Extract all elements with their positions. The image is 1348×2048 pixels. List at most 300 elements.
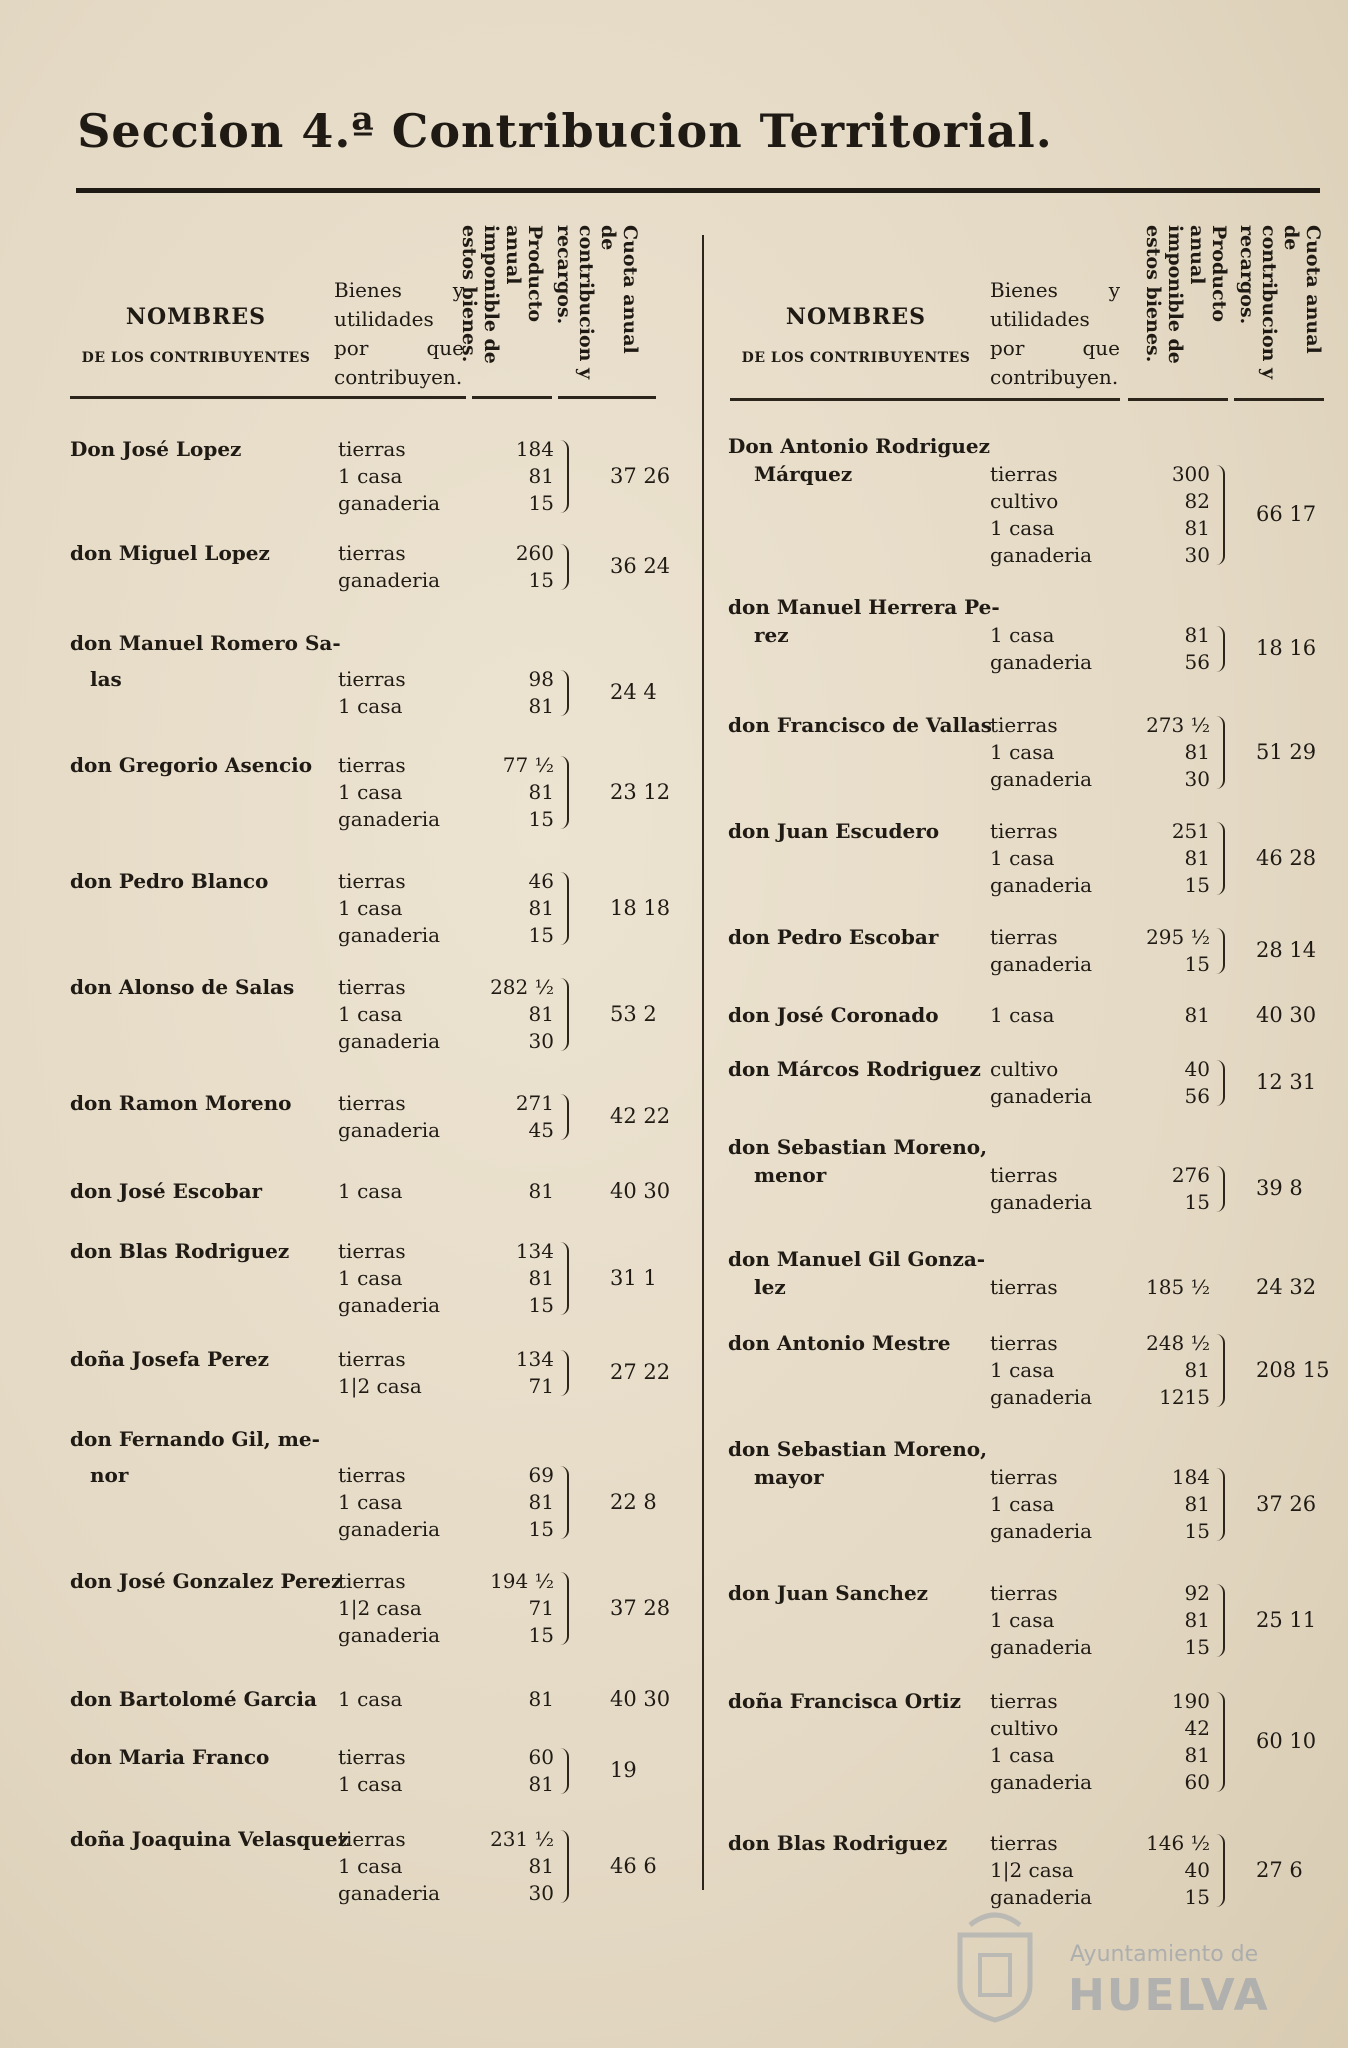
property-type: 1 casa — [338, 1179, 403, 1203]
property-item — [990, 1162, 1220, 1189]
property-amount: 60 — [1184, 1770, 1210, 1794]
property-items — [338, 974, 564, 1055]
contributor-name: don Juan Sanchez — [728, 1581, 929, 1605]
property-items — [338, 868, 564, 949]
property-amount: 271 — [515, 1091, 554, 1115]
property-amount: 30 — [528, 1029, 554, 1053]
property-items — [990, 1580, 1220, 1661]
property-amount: 81 — [528, 1179, 554, 1203]
property-type: 1 casa — [338, 1266, 403, 1290]
contributor-name: doña Josefa Perez — [70, 1347, 269, 1371]
property-amount: 134 — [515, 1347, 554, 1371]
property-item — [990, 649, 1220, 676]
cuota-value: 46 6 — [610, 1853, 657, 1878]
property-type: 1 casa — [338, 1854, 403, 1878]
property-item — [990, 1464, 1220, 1491]
contributor-name: don Blas Rodriguez — [70, 1239, 290, 1263]
property-item — [990, 1634, 1220, 1661]
property-amount: 15 — [528, 1517, 554, 1541]
property-type: ganaderia — [990, 873, 1093, 897]
property-item — [990, 872, 1220, 899]
property-type: tierras — [338, 1569, 406, 1593]
property-amount: 260 — [515, 541, 554, 565]
property-type: 1 casa — [338, 780, 403, 804]
contributor-name: don José Escobar — [70, 1179, 263, 1203]
property-amount: 231 ½ — [490, 1827, 554, 1851]
cuota-value: 208 15 — [1256, 1357, 1330, 1382]
property-item — [338, 868, 564, 895]
header-producto: Producto anual imponible de estos bienes. — [1142, 225, 1230, 364]
property-item — [990, 488, 1220, 515]
property-amount: 81 — [528, 780, 554, 804]
brace-mark — [1214, 626, 1225, 672]
property-item — [990, 1607, 1220, 1634]
property-type: tierras — [990, 462, 1058, 486]
property-amount: 81 — [1184, 1003, 1210, 1027]
brace-mark — [558, 756, 569, 829]
property-amount: 56 — [1184, 1084, 1210, 1108]
property-item — [338, 1516, 564, 1543]
property-items — [338, 752, 564, 833]
property-amount: 15 — [528, 1293, 554, 1317]
property-item — [338, 436, 564, 463]
property-type: tierras — [990, 713, 1058, 737]
property-item — [990, 1830, 1220, 1857]
contributor-entry — [728, 1002, 1328, 1029]
property-item — [338, 567, 564, 594]
cuota-value: 18 18 — [610, 895, 671, 920]
contributor-name-cont: las — [90, 667, 122, 691]
contributor-name: don Pedro Escobar — [728, 925, 939, 949]
property-item — [338, 1178, 564, 1205]
contributor-name: don Manuel Gil Gonza- — [728, 1247, 986, 1271]
contributor-entry — [728, 1688, 1328, 1796]
property-items — [338, 1238, 564, 1319]
property-item — [990, 739, 1220, 766]
property-type: ganaderia — [990, 543, 1093, 567]
contributor-name: doña Joaquina Velasquez — [70, 1827, 349, 1851]
header-rule — [730, 398, 1120, 401]
contributor-name: don Sebastian Moreno, — [728, 1135, 988, 1159]
property-items — [338, 1462, 564, 1543]
contributor-name: don Manuel Romero Sa- — [70, 631, 341, 655]
property-type: tierras — [338, 1347, 406, 1371]
property-item — [338, 806, 564, 833]
property-type: ganaderia — [990, 1635, 1093, 1659]
brace-mark — [1214, 1468, 1225, 1541]
property-item — [990, 1002, 1220, 1029]
property-amount: 81 — [528, 896, 554, 920]
property-type: ganaderia — [338, 923, 441, 947]
property-type: 1|2 casa — [990, 1858, 1074, 1882]
property-items — [990, 461, 1220, 569]
property-item — [990, 1189, 1220, 1216]
property-item — [990, 1330, 1220, 1357]
property-type: cultivo — [990, 1716, 1059, 1740]
contributor-entry — [70, 752, 690, 833]
property-amount: 60 — [528, 1745, 554, 1769]
property-amount: 71 — [528, 1374, 554, 1398]
header-bienes: Bienes y utilidades por que contribuyen. — [334, 278, 464, 389]
property-item — [338, 1853, 564, 1880]
contributor-name: don José Coronado — [728, 1003, 939, 1027]
property-type: 1 casa — [990, 623, 1055, 647]
property-type: ganaderia — [990, 767, 1093, 791]
contributor-name: don Sebastian Moreno, — [728, 1437, 988, 1461]
header-bienes: Bienes y utilidades por que contribuyen. — [990, 278, 1120, 389]
property-item — [338, 1117, 564, 1144]
property-type: 1 casa — [338, 1490, 403, 1514]
cuota-value: 22 8 — [610, 1489, 657, 1514]
property-item — [338, 1001, 564, 1028]
contributor-name-cont: rez — [754, 623, 789, 647]
property-item — [990, 1715, 1220, 1742]
property-amount: 194 ½ — [490, 1569, 554, 1593]
property-amount: 295 ½ — [1146, 925, 1210, 949]
property-item — [990, 1769, 1220, 1796]
cuota-value: 66 17 — [1256, 502, 1317, 526]
property-item — [338, 1238, 564, 1265]
brace-mark — [558, 1572, 569, 1645]
property-item — [338, 1771, 564, 1798]
cuota-value: 37 28 — [610, 1595, 671, 1620]
property-item — [338, 1292, 564, 1319]
contributor-entry — [70, 1744, 690, 1798]
contributor-name: don Manuel Herrera Pe- — [728, 595, 1000, 619]
brace-mark — [558, 544, 569, 590]
property-type: tierras — [990, 925, 1058, 949]
property-amount: 15 — [528, 491, 554, 515]
header-contribuyentes-label: DE LOS CONTRIBUYENTES — [741, 350, 971, 366]
property-item — [990, 1742, 1220, 1769]
property-item — [338, 1880, 564, 1907]
property-items — [338, 1178, 564, 1205]
property-type: 1 casa — [990, 1608, 1055, 1632]
property-items — [990, 1056, 1220, 1110]
property-item — [338, 666, 564, 693]
contributor-entry — [728, 712, 1328, 793]
cuota-value: 19 — [610, 1758, 637, 1782]
property-items — [990, 1830, 1220, 1911]
property-type: 1 casa — [338, 694, 403, 718]
property-item — [990, 1274, 1220, 1301]
property-items — [990, 924, 1220, 978]
property-amount: 15 — [1184, 1635, 1210, 1659]
property-type: tierras — [338, 437, 406, 461]
header-nombres-label: NOMBRES — [785, 304, 927, 330]
cuota-value: 42 22 — [610, 1104, 671, 1128]
contributor-entry — [70, 436, 690, 517]
cuota-value: 24 4 — [610, 680, 657, 704]
header-rule — [558, 396, 656, 399]
property-amount: 134 — [515, 1239, 554, 1263]
header-nombres — [66, 220, 326, 366]
property-amount: 81 — [528, 694, 554, 718]
brace-mark — [558, 978, 569, 1051]
property-amount: 81 — [1184, 1358, 1210, 1382]
contributor-entry — [70, 1426, 690, 1543]
contributor-entry — [70, 630, 690, 720]
property-item — [338, 1090, 564, 1117]
property-item — [990, 1580, 1220, 1607]
watermark-line2: HUELVA — [1068, 1970, 1270, 2021]
property-item — [990, 1384, 1220, 1411]
property-item — [338, 540, 564, 567]
property-items — [338, 1826, 564, 1907]
property-type: 1 casa — [990, 516, 1055, 540]
property-item — [338, 1346, 564, 1373]
property-type: ganaderia — [990, 1084, 1093, 1108]
property-item — [990, 622, 1220, 649]
page-title: Seccion 4.ª Contribucion Territorial. — [77, 104, 1053, 158]
property-type: 1 casa — [990, 846, 1055, 870]
property-amount: 98 — [528, 667, 554, 691]
contributor-entry — [70, 1346, 690, 1400]
property-items — [338, 1346, 564, 1400]
brace-mark — [1214, 928, 1225, 974]
contributor-entry — [70, 540, 690, 594]
contributor-name: don Juan Escudero — [728, 819, 940, 843]
brace-mark — [1214, 1692, 1225, 1792]
property-items — [338, 436, 564, 517]
property-items — [990, 1002, 1220, 1029]
contributor-entry — [70, 1090, 690, 1144]
brace-mark — [1214, 1060, 1225, 1106]
property-amount: 40 — [1184, 1057, 1210, 1081]
property-type: 1 casa — [338, 1002, 403, 1026]
property-items — [990, 712, 1220, 793]
property-type: 1 casa — [990, 1003, 1055, 1027]
property-amount: 81 — [1184, 1608, 1210, 1632]
property-type: ganaderia — [338, 1623, 441, 1647]
cuota-value: 25 11 — [1256, 1607, 1317, 1632]
header-rule — [1128, 398, 1228, 401]
contributor-name: don Gregorio Asencio — [70, 753, 313, 777]
property-item — [338, 1028, 564, 1055]
property-type: tierras — [338, 975, 406, 999]
contributor-entry — [728, 1056, 1328, 1110]
property-amount: 248 ½ — [1146, 1331, 1210, 1355]
property-item — [990, 951, 1220, 978]
property-items — [990, 1274, 1220, 1301]
property-type: tierras — [338, 1827, 406, 1851]
contributor-name: don Maria Franco — [70, 1745, 270, 1769]
property-type: tierras — [990, 1581, 1058, 1605]
property-items — [338, 1686, 564, 1713]
property-type: tierras — [338, 1091, 406, 1115]
property-items — [338, 1744, 564, 1798]
contributor-name-cont: nor — [90, 1463, 129, 1487]
property-item — [990, 515, 1220, 542]
property-item — [990, 1357, 1220, 1384]
brace-mark — [1214, 1584, 1225, 1657]
property-type: ganaderia — [338, 1118, 441, 1142]
contributor-name-cont: Márquez — [754, 462, 853, 486]
property-type: 1 casa — [338, 1687, 403, 1711]
property-amount: 300 — [1171, 462, 1210, 486]
property-type: tierras — [338, 541, 406, 565]
property-type: 1|2 casa — [338, 1596, 422, 1620]
property-type: ganaderia — [990, 1519, 1093, 1543]
cuota-value: 60 10 — [1256, 1729, 1317, 1753]
right-column-header — [726, 220, 1326, 410]
property-amount: 15 — [1184, 952, 1210, 976]
property-amount: 276 — [1171, 1163, 1210, 1187]
property-item — [990, 1688, 1220, 1715]
brace-mark — [558, 670, 569, 716]
property-amount: 69 — [528, 1463, 554, 1487]
contributor-name-cont: menor — [754, 1163, 827, 1187]
property-type: 1 casa — [990, 1358, 1055, 1382]
property-type: tierras — [338, 1463, 406, 1487]
property-amount: 81 — [1184, 1492, 1210, 1516]
property-items — [990, 1162, 1220, 1216]
brace-mark — [558, 1748, 569, 1794]
contributor-entry — [70, 868, 690, 949]
property-type: ganaderia — [990, 650, 1093, 674]
contributor-name: don Antonio Mestre — [728, 1331, 951, 1355]
property-item — [990, 1056, 1220, 1083]
property-type: tierras — [338, 1745, 406, 1769]
contributor-entry — [728, 433, 1328, 569]
property-amount: 15 — [1184, 1519, 1210, 1543]
property-type: 1 casa — [338, 1772, 403, 1796]
property-item — [338, 1265, 564, 1292]
property-type: ganaderia — [990, 1770, 1093, 1794]
property-items — [338, 666, 564, 720]
property-item — [990, 1083, 1220, 1110]
brace-mark — [558, 872, 569, 945]
property-item — [990, 1518, 1220, 1545]
property-amount: 81 — [528, 1002, 554, 1026]
property-item — [338, 1622, 564, 1649]
property-amount: 81 — [1184, 740, 1210, 764]
contributor-name: don José Gonzalez Perez — [70, 1569, 343, 1593]
header-rule — [472, 396, 552, 399]
property-type: tierras — [338, 1239, 406, 1263]
property-amount: 184 — [515, 437, 554, 461]
cuota-value: 51 29 — [1256, 739, 1317, 764]
property-type: 1 casa — [990, 1492, 1055, 1516]
cuota-value: 39 8 — [1256, 1176, 1303, 1200]
brace-mark — [1214, 1166, 1225, 1212]
contributor-name-cont: mayor — [754, 1465, 824, 1489]
property-item — [338, 1373, 564, 1400]
property-items — [338, 540, 564, 594]
contributor-entry — [70, 974, 690, 1055]
property-amount: 81 — [528, 1490, 554, 1514]
property-type: tierras — [990, 1465, 1058, 1489]
property-amount: 184 — [1171, 1465, 1210, 1489]
cuota-value: 36 24 — [610, 554, 671, 578]
property-amount: 56 — [1184, 650, 1210, 674]
cuota-value: 40 30 — [1256, 1002, 1317, 1027]
property-type: ganaderia — [338, 807, 441, 831]
property-item — [338, 693, 564, 720]
contributor-name: don Bartolomé Garcia — [70, 1687, 317, 1711]
property-items — [338, 1568, 564, 1649]
cuota-value: 53 2 — [610, 1001, 657, 1026]
contributor-name: don Francisco de Vallas — [728, 713, 992, 737]
property-type: 1|2 casa — [338, 1374, 422, 1398]
property-type: ganaderia — [990, 952, 1093, 976]
brace-mark — [1214, 1834, 1225, 1907]
property-type: tierras — [338, 753, 406, 777]
contributor-entry — [70, 1178, 690, 1205]
property-amount: 81 — [1184, 846, 1210, 870]
contributor-entry — [70, 1238, 690, 1319]
brace-mark — [558, 1830, 569, 1903]
property-type: 1 casa — [338, 896, 403, 920]
property-amount: 77 ½ — [502, 753, 554, 777]
property-type: cultivo — [990, 489, 1059, 513]
property-amount: 15 — [1184, 873, 1210, 897]
contributor-name: Don José Lopez — [70, 437, 242, 461]
property-amount: 15 — [528, 1623, 554, 1647]
property-items — [990, 818, 1220, 899]
property-item — [338, 1826, 564, 1853]
property-item — [990, 542, 1220, 569]
property-type: 1 casa — [990, 740, 1055, 764]
title-rule — [76, 188, 1320, 193]
property-item — [338, 1568, 564, 1595]
property-type: ganaderia — [990, 1190, 1093, 1214]
brace-mark — [1214, 1334, 1225, 1407]
contributor-entry — [728, 1134, 1328, 1216]
brace-mark — [558, 1094, 569, 1140]
cuota-value: 37 26 — [610, 463, 671, 488]
contributor-entry — [70, 1826, 690, 1907]
property-items — [990, 1464, 1220, 1545]
contributor-name: don Blas Rodriguez — [728, 1831, 948, 1855]
property-type: cultivo — [990, 1057, 1059, 1081]
property-amount: 282 ½ — [490, 975, 554, 999]
property-item — [338, 974, 564, 1001]
brace-mark — [558, 1466, 569, 1539]
contributor-name-cont: lez — [754, 1275, 786, 1299]
property-amount: 81 — [1184, 516, 1210, 540]
property-type: 1 casa — [338, 464, 403, 488]
header-contribuyentes-label: DE LOS CONTRIBUYENTES — [81, 350, 311, 366]
property-amount: 81 — [528, 1687, 554, 1711]
property-type: 1 casa — [990, 1743, 1055, 1767]
property-amount: 92 — [1184, 1581, 1210, 1605]
property-type: tierras — [990, 1689, 1058, 1713]
property-item — [338, 752, 564, 779]
cuota-value: 40 30 — [610, 1686, 671, 1711]
property-amount: 45 — [528, 1118, 554, 1142]
brace-mark — [1214, 465, 1225, 565]
contributor-name: doña Francisca Ortiz — [728, 1689, 961, 1713]
property-item — [990, 924, 1220, 951]
contributor-name: don Ramon Moreno — [70, 1091, 292, 1115]
property-item — [338, 1489, 564, 1516]
contributor-entry — [70, 1686, 690, 1713]
property-item — [338, 922, 564, 949]
property-amount: 273 ½ — [1146, 713, 1210, 737]
property-amount: 15 — [528, 923, 554, 947]
property-item — [338, 1686, 564, 1713]
property-amount: 251 — [1171, 819, 1210, 843]
cuota-value: 27 6 — [1256, 1857, 1303, 1882]
property-type: ganaderia — [990, 1385, 1093, 1409]
property-items — [338, 1090, 564, 1144]
property-amount: 81 — [528, 1772, 554, 1796]
contributor-name: don Fernando Gil, me- — [70, 1427, 320, 1451]
property-item — [338, 1595, 564, 1622]
property-amount: 185 ½ — [1146, 1275, 1210, 1299]
property-type: ganaderia — [338, 568, 441, 592]
